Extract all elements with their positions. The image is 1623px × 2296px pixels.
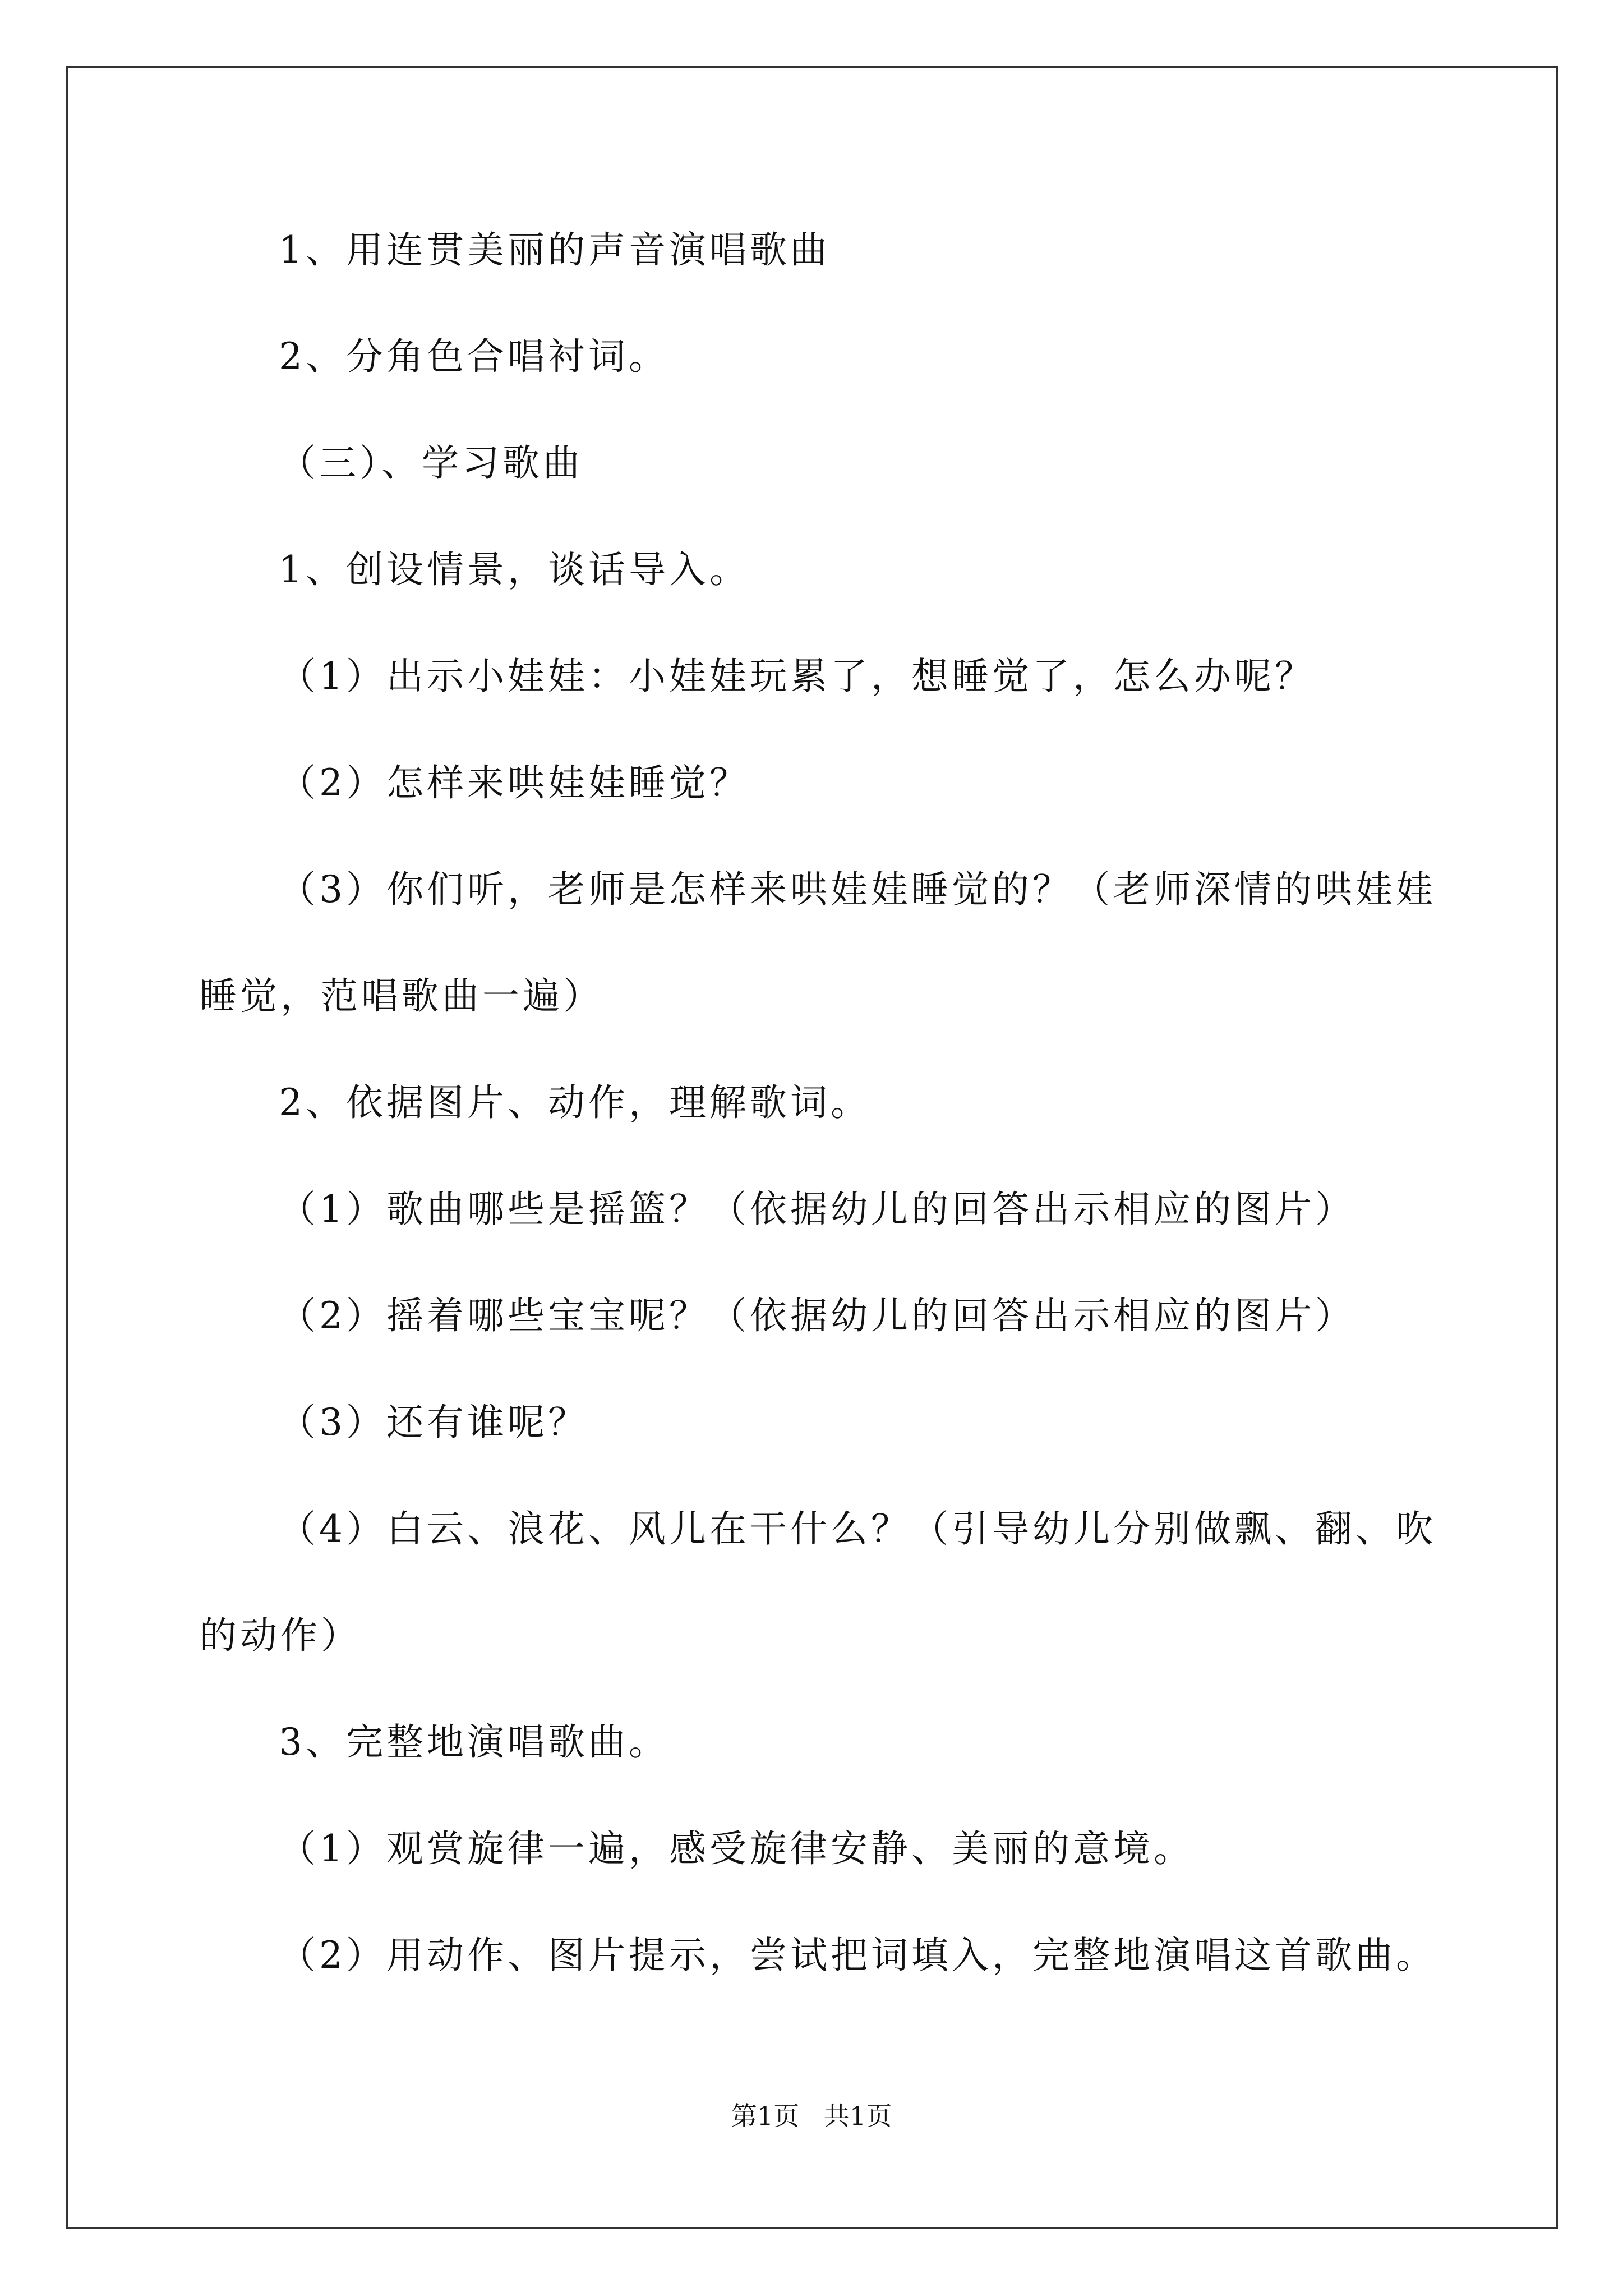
paragraph-line: 1、用连贯美丽的声音演唱歌曲 <box>279 228 831 272</box>
paragraph-line: （2）用动作、图片提示，尝试把词填入，完整地演唱这首歌曲。 <box>279 1934 1436 1977</box>
paragraph-line: 3、完整地演唱歌曲。 <box>279 1720 669 1764</box>
paragraph-line-continued: 睡觉，范唱歌曲一遍） <box>200 974 603 1018</box>
paragraph-line: 2、分角色合唱衬词。 <box>279 335 669 378</box>
paragraph-line-continued: 的动作） <box>200 1614 361 1657</box>
paragraph-line: （4）白云、浪花、风儿在干什么？（引导幼儿分别做飘、翻、吹 <box>279 1507 1436 1550</box>
page-footer: 第1页 共1页 <box>731 2101 892 2131</box>
paragraph-line: （2）摇着哪些宝宝呢？（依据幼儿的回答出示相应的图片） <box>279 1294 1355 1337</box>
paragraph-line: （1）歌曲哪些是摇篮？（依据幼儿的回答出示相应的图片） <box>279 1188 1355 1231</box>
paragraph-line: （1）观赏旋律一遍，感受旋律安静、美丽的意境。 <box>279 1827 1194 1870</box>
paragraph-line: （3）你们听，老师是怎样来哄娃娃睡觉的？（老师深情的哄娃娃 <box>279 868 1436 911</box>
paragraph-line: （3）还有谁呢？ <box>279 1401 588 1444</box>
section-heading: （三）、学习歌曲 <box>279 441 583 485</box>
paragraph-line: （2）怎样来哄娃娃睡觉？ <box>279 761 750 804</box>
paragraph-line: （1）出示小娃娃：小娃娃玩累了，想睡觉了，怎么办呢？ <box>279 655 1315 698</box>
paragraph-line: 1、创设情景，谈话导入。 <box>279 548 750 591</box>
paragraph-line: 2、依据图片、动作，理解歌词。 <box>279 1081 871 1124</box>
